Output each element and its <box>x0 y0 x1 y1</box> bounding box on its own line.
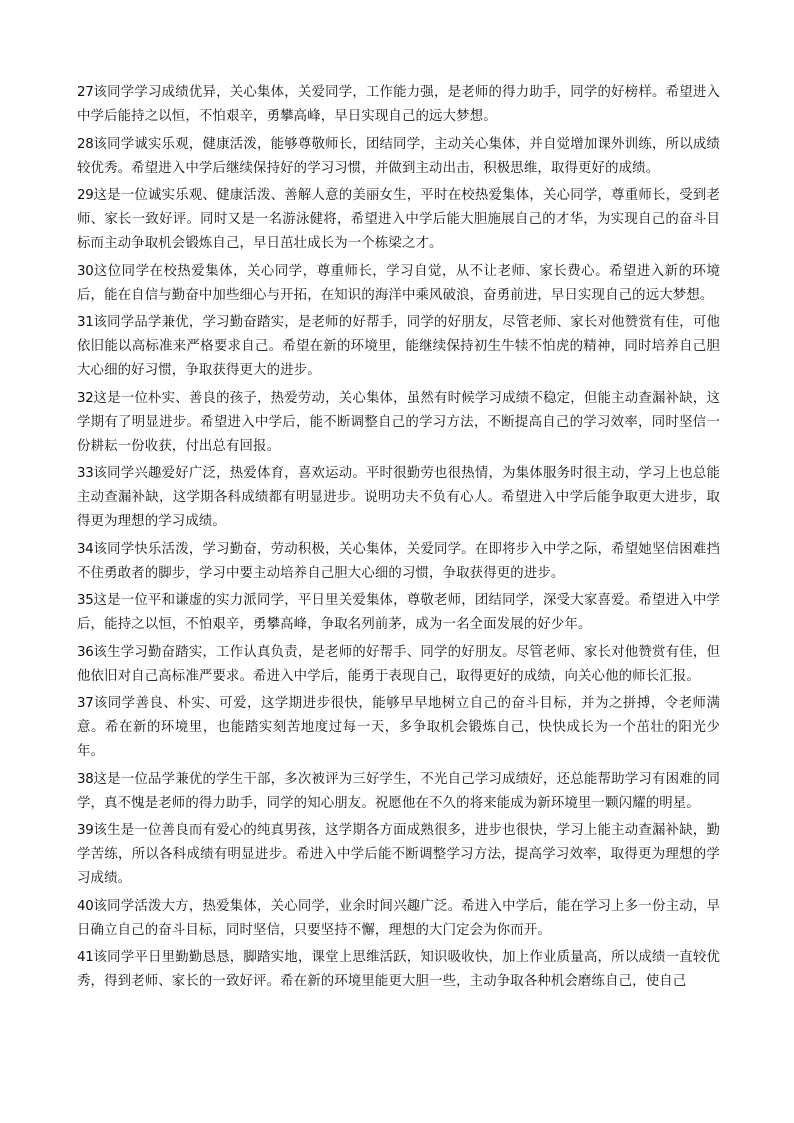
entry-text: 该同学善良、朴实、可爱，这学期进步很快，能够早早地树立自己的奋斗目标，并为之拼搏，令老师满意。希在新的环境里，也能踏实刻苦地度过每一天，多争取机会锻炼自己，快快成长为一个茁壮的阳光少年。 <box>77 696 720 759</box>
comment-entry <box>77 387 720 459</box>
comment-entry <box>77 589 720 637</box>
entry-text: 该同学兴趣爱好广泛，热爱体育，喜欢运动。平时很勤劳也很热情，为集体服务时很主动，学习上也总能主动查漏补缺，这学期各科成绩都有明显进步。说明功夫不负有心人。希望进入中学后能争取更大进步，取得更为理想的学习成绩。 <box>77 466 720 529</box>
entry-number: 35 <box>77 593 94 608</box>
entry-text: 这是一位平和谦虚的实力派同学，平日里关爱集体，尊敬老师，团结同学，深受大家喜爱。希望进入中学后，能持之以恒，不怕艰辛，勇攀高峰，争取名列前茅，成为一名全面发展的好少年。 <box>77 593 720 632</box>
entry-number: 40 <box>77 898 94 914</box>
comment-entry <box>77 81 720 129</box>
entry-text: 该同学活泼大方，热爱集体，关心同学，业余时间兴趣广泛。希进入中学后，能在学习上多一份主动，早日确立自己的奋斗目标，同时坚信，只要坚持不懈，理想的大门定会为你而开。 <box>77 898 720 938</box>
comment-entry <box>77 260 720 308</box>
entry-number: 27 <box>77 85 94 100</box>
entry-text: 这是一位品学兼优的学生干部，多次被评为三好学生，不光自己学习成绩好，还总能帮助学习有困难的同学，真不愧是老师的得力助手，同学的知心朋友。祝愿他在不久的将来能成为新环境里一颗闪耀的明星。 <box>77 771 720 811</box>
entry-text: 这是一位诚实乐观、健康活泼、善解人意的美丽女生，平时在校热爱集体，关心同学，尊重师长，受到老师、家长一致好评。同时又是一名游泳健将，希望进入中学后能大胆施展自己的才华，为实现自己的奋斗目标而主动争取机会锻炼自己，早日茁壮成长为一个栋梁之才。 <box>77 188 720 251</box>
entry-text: 该同学诚实乐观，健康活泼，能够尊敬师长，团结同学，主动关心集体，并自觉增加课外训练，所以成绩较优秀。希望进入中学后继续保持好的学习习惯，并做到主动出击，积极思维，取得更好的成绩。 <box>77 136 720 176</box>
entry-number: 33 <box>77 466 94 481</box>
entry-number: 29 <box>77 188 94 203</box>
comment-entry <box>77 641 720 689</box>
entry-text: 该同学品学兼优，学习勤奋踏实，是老师的好帮手，同学的好朋友，尽管老师、家长对他赞赏有佳，可他依旧能以高标准来严格要求自己。希望在新的环境里，能继续保持初生牛犊不怕虎的精神，同时培养自己胆大心细的好习惯，争取获得更大的进步。 <box>77 315 720 378</box>
entry-text: 该同学快乐活泼，学习勤奋，劳动积极，关心集体，关爱同学。在即将步入中学之际，希望她坚信困难挡不住勇敢者的脚步，学习中要主动培养自己胆大心细的习惯，争取获得更的进步。 <box>77 541 720 581</box>
comment-entry <box>77 768 720 816</box>
entry-number: 28 <box>77 136 94 152</box>
entry-text: 该同学学习成绩优异，关心集体，关爱同学，工作能力强，是老师的得力助手，同学的好榜样。希望进入中学后能持之以恒，不怕艰辛，勇攀高峰，早日实现自己的远大梦想。 <box>77 85 720 124</box>
comment-entry <box>77 462 720 534</box>
entry-number: 30 <box>77 263 94 279</box>
comment-entry <box>77 311 720 383</box>
entry-text: 该同学平日里勤勤恳恳，脚踏实地，课堂上思维活跃，知识吸收快，加上作业质量高，所以成绩一直较优秀，得到老师、家长的一致好评。希在新的环境里能更大胆一些，主动争取各种机会磨练自己，使自己 <box>77 950 720 989</box>
entry-number: 39 <box>77 823 94 838</box>
comment-entry <box>77 692 720 764</box>
entry-number: 38 <box>77 771 94 787</box>
entry-text: 这是一位朴实、善良的孩子，热爱劳动，关心集体，虽然有时候学习成绩不稳定，但能主动查漏补缺，这学期有了明显进步。希望进入中学后，能不断调整自己的学习方法，不断提高自己的学习效率，同时坚信一份耕耘一份收获，付出总有回报。 <box>77 390 720 454</box>
comment-entry <box>77 946 720 994</box>
entry-number: 37 <box>77 696 94 711</box>
entry-number: 34 <box>77 541 94 557</box>
entry-text: 这位同学在校热爱集体，关心同学，尊重师长，学习自觉，从不让老师、家长费心。希望进入新的环境后，能在自信与勤奋中加些细心与开拓，在知识的海洋中乘风破浪，奋勇前进，早日实现自己的远大梦想。 <box>77 263 720 303</box>
entry-number: 41 <box>77 950 94 965</box>
entry-number: 31 <box>77 315 94 330</box>
comment-entry <box>77 895 720 943</box>
entry-text: 该生是一位善良而有爱心的纯真男孩，这学期各方面成熟很多，进步也很快，学习上能主动查漏补缺，勤学苦练，所以各科成绩有明显进步。希进入中学后能不断调整学习方法，提高学习效率，取得更为理想的学习成绩。 <box>77 823 720 886</box>
comment-entry <box>77 133 720 181</box>
entry-text: 该生学习勤奋踏实，工作认真负责，是老师的好帮手、同学的好朋友。尽管老师、家长对他赞赏有佳，但他依旧对自己高标准严要求。希进入中学后，能勇于表现自己，取得更好的成绩，向关心他的师长汇报。 <box>77 644 720 684</box>
entry-number: 36 <box>77 644 94 660</box>
comment-entry <box>77 538 720 586</box>
comment-entry <box>77 184 720 256</box>
comment-entry <box>77 819 720 891</box>
comment-list <box>77 81 720 998</box>
entry-number: 32 <box>77 390 94 406</box>
